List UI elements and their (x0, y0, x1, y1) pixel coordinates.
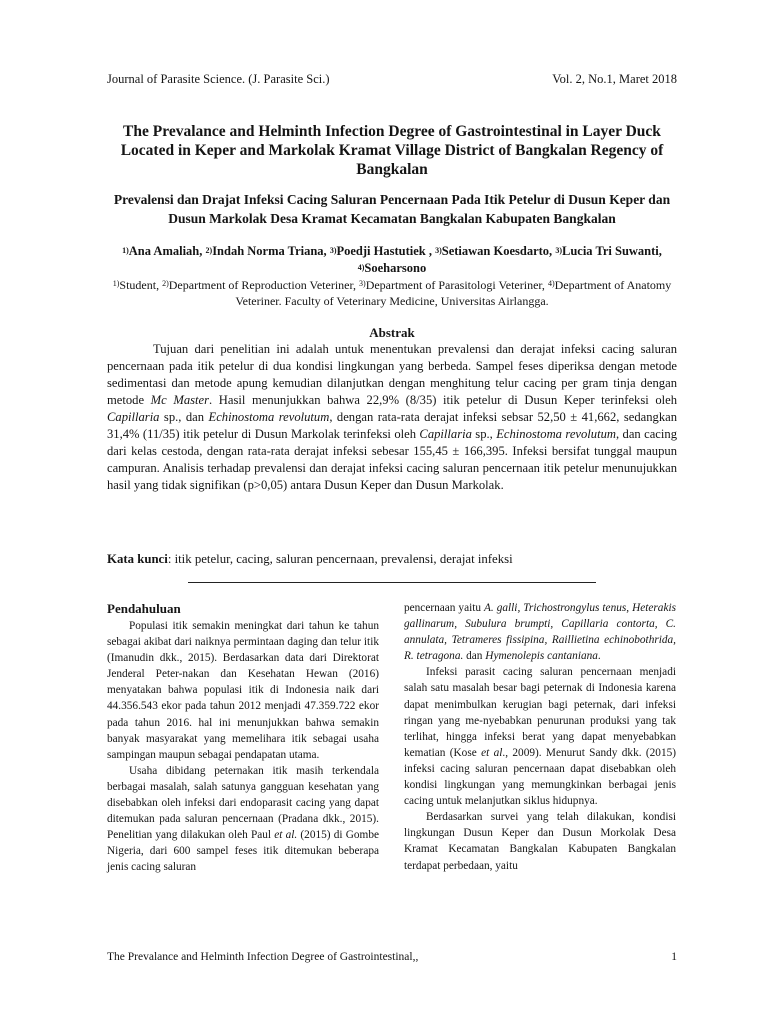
paper-subtitle: Prevalensi dan Drajat Infeksi Cacing Saluran Pencernaan Pada Itik Petelur di Dusun Keper dan Dusun Markolak Desa Kramat Kecamatan Bangkalan Kabupaten Bangkalan (113, 192, 671, 226)
affil-sup: 1) (112, 279, 120, 288)
body-text: Usaha dibidang peternakan itik masih terkendala berbagai masalah, salah satunya gangguan kesehatan yang disebabkan oleh infeksi dari endoparasit cacing yang dapat ditemukan pada saluran pencernaan (Pradana dkk., 2015). Penelitian yang dilakukan oleh Paul (107, 764, 379, 842)
author-name: Poedji Hastutiek , (336, 244, 436, 258)
affiliations (100, 277, 684, 309)
body-paragraph: Populasi itik semakin meningkat dari tahun ke tahun sebagai akibat dari naiknya permintaan daging dan telur itik (Imanudin dkk., 2015). Berdasarkan data dari Direktorat Jenderal Peter-nakan dan Kesehatan Hewan (2016) menyatakan bahwa populasi itik di Indonesia naik dari 44.356.543 ekor pada tahun 2012 menjadi 47.359.722 ekor pada tahun 2016. hal ini menunjukkan bahwa semakin banyak masyarakat yang memelihara itik sebagai usaha sampingan maupun sebagai pendapatan utama. (107, 620, 379, 761)
author-sup: 3) (555, 246, 562, 255)
body-italic: et al (481, 746, 503, 759)
affil-sup: 2) (162, 279, 169, 288)
abstract-italic: Echinostoma revolutum (208, 410, 330, 424)
section-divider (188, 582, 596, 583)
abstract-italic: Capillaria (419, 427, 472, 441)
body-text: (2015) di Gombe Nigeria, dari 600 sampel feses itik ditemukan beberapa jenis cacing saluran (107, 829, 379, 874)
author-name: Soeharsono (364, 261, 427, 275)
footer-title: The Prevalance and Helminth Infection Degree of Gastrointestinal,, (107, 951, 419, 963)
running-header (107, 72, 677, 87)
author-list (100, 243, 684, 277)
abstract-heading: Abstrak (369, 325, 415, 340)
left-column (107, 600, 379, 876)
author-name: Lucia Tri Suwanti, (561, 244, 662, 258)
journal-name: Journal of Parasite Science. (J. Parasite Sci.) (107, 72, 330, 86)
abstract-text: , dengan rata-rata derajat infeksi sebsar 52,50 ± 41,662, sedangkan 31,4% (11/35) itik petelur di Dusun Markolak terinfeksi oleh (107, 410, 678, 441)
abstract-italic: Echinostoma revolutum (496, 427, 616, 441)
author-sup: 1) (122, 246, 129, 255)
author-name: Ana Amaliah, (128, 244, 206, 258)
body-paragraph (404, 664, 676, 809)
affil-sup: 3) (359, 279, 366, 288)
section-heading: Pendahuluan (107, 601, 181, 616)
body-text: . (597, 650, 601, 663)
body-paragraph (404, 600, 676, 664)
author-name: Indah Norma Triana, (212, 244, 330, 258)
author-sup: 3) (435, 246, 442, 255)
abstract-text: . Hasil menunjukkan bahwa 22,9% (8/35) itik petelur di Dusun Keper terinfeksi oleh (209, 393, 678, 407)
paper-title: The Prevalance and Helminth Infection Degree of Gastrointestinal in Layer Duck Located in Keper and Markolak Kramat Village District of Bangkalan Regency of Bangkalan (120, 123, 664, 178)
author-sup: 3) (329, 246, 337, 255)
body-paragraph: Berdasarkan survei yang telah dilakukan, kondisi lingkungan Dusun Keper dan Dusun Morkolak Desa Kramat Kecamatan Bangkalan Kabupaten Bangkalan terdapat perbedaan, yaitu (404, 811, 676, 872)
affil-text: Department of Parasitologi Veteriner, (365, 278, 548, 292)
abstract-italic: Mc Master (150, 393, 210, 407)
abstract-paragraph (107, 341, 677, 494)
body-text: Infeksi parasit cacing saluran pencernaan menjadi salah satu masalah besar bagi peternak di Indonesia karena dapat menimbulkan kerugian bagi peternak, dari infeksi ringan yang me-nyebabkan penurunan produksi yang tak terlihat, hingga infeksi berat yang dapat menyebabkan kematian (Kose (404, 666, 676, 759)
abstract-text: sp., (471, 427, 497, 441)
abstract-text: Tujuan dari penelitian ini adalah untuk menentukan prevalensi dan derajat infeksi cacing saluran pencernaan pada itik petelur di dua kondisi lingkungan yang berbeda. Sampel feses diperiksa dengan metode sedimentasi dan metode apung kemudian dilanjutkan dengan menghitung telur cacing per gram tinja dengan metode (107, 342, 677, 407)
right-column (404, 600, 676, 874)
affil-text: Department of Reproduction Veteriner, (168, 278, 360, 292)
body-italic: Hymenolepis cantaniana (485, 650, 598, 663)
page-number: 1 (671, 951, 677, 963)
body-text: pencernaan yaitu (404, 602, 485, 614)
body-text: dan (463, 650, 486, 663)
author-sup: 4) (357, 263, 365, 272)
running-footer (107, 951, 677, 963)
volume-info: Vol. 2, No.1, Maret 2018 (552, 72, 677, 86)
body-italic: A. galli, Trichostrongylus tenus, Heterakis gallinarum, Subulura brumpti, Capillaria contorta, C. annulata, Tetrameres fissipina, Raillietina echinobothrida, R. tetragona. (404, 602, 677, 663)
author-sup: 2) (205, 246, 213, 255)
author-name: Setiawan Koesdarto, (441, 244, 556, 258)
affil-text: Department of Anatomy Veteriner. Faculty of Veterinary Medicine, Universitas Airlangga. (235, 278, 672, 308)
abstract-text: sp., dan (159, 410, 209, 424)
body-paragraph (107, 763, 379, 876)
abstract-text: , dan cacing dari kelas cestoda, dengan rata-rata derajat infeksi sebesar 155,45 ± 166,395. Infeksi bersifat tunggal maupun campuran. Analisis terhadap prevalensi dan derajat infeksi cacing saluran pencernaan itik petelur menunujukkan hasil yang tidak signifikan (p>0,05) antara Dusun Keper dan Dusun Markolak. (107, 427, 677, 492)
keywords (107, 552, 677, 567)
affil-sup: 4) (547, 279, 555, 288)
body-text: ., 2009). Menurut Sandy dkk. (2015) infeksi cacing saluran pencernaan dapat disebabkan oleh kondisi lingkungan yang memungkinkan berbagai jenis cacing untuk melanjutkan siklus hidupnya. (404, 746, 677, 808)
affil-text: Student, (119, 278, 163, 292)
keywords-label: Kata kunci (107, 552, 168, 566)
body-italic: et al. (274, 829, 298, 842)
keywords-text: : itik petelur, cacing, saluran pencernaan, prevalensi, derajat infeksi (167, 552, 513, 566)
abstract-italic: Capillaria (107, 410, 160, 424)
abstract-body (107, 341, 677, 494)
